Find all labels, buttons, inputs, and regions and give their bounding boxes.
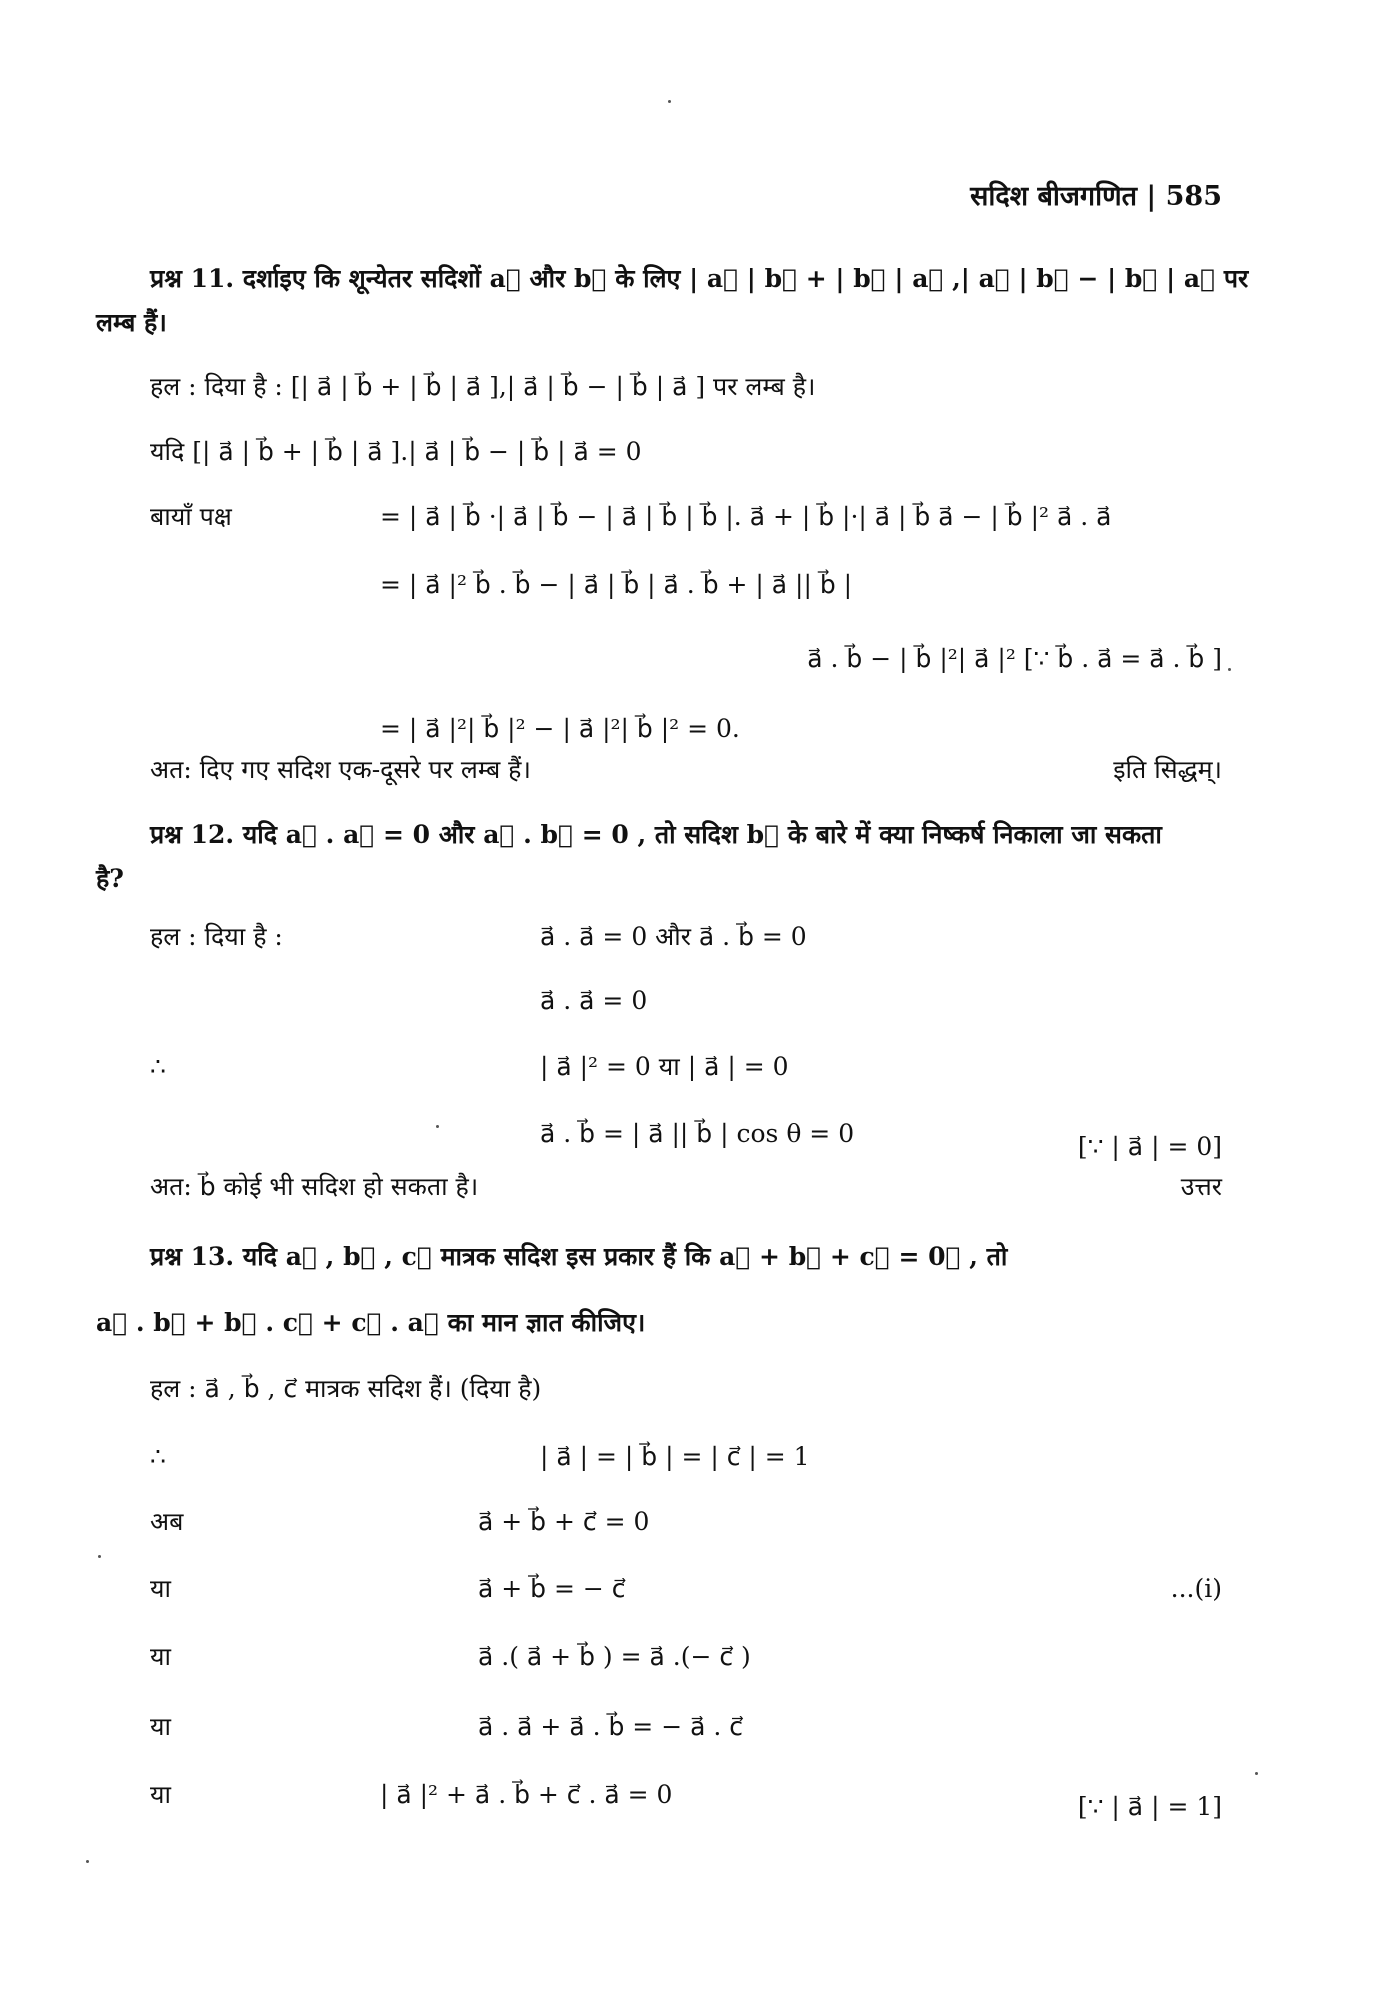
scan-speck xyxy=(98,1555,101,1558)
q12-answer: उत्तर xyxy=(1180,1172,1222,1201)
scan-speck xyxy=(436,1125,439,1128)
scan-speck xyxy=(86,1860,89,1863)
scan-speck xyxy=(668,100,671,103)
q13-question-line2: a⃗ . b⃗ + b⃗ . c⃗ + c⃗ . a⃗ का मान ज्ञात कीजिए। xyxy=(96,1308,646,1337)
q11-qed: इति सिद्धम्। xyxy=(1113,755,1222,784)
q11-lhs-eq3: a⃗ . b⃗ − | b⃗ |²| a⃗ |² [∵ b⃗ . a⃗ = a⃗ . b⃗ ] xyxy=(807,644,1222,673)
q11-lhs-eq4: = | a⃗ |²| b⃗ |² − | a⃗ |²| b⃗ |² = 0. xyxy=(380,714,740,743)
q12-solution-label: हल : दिया है : xyxy=(150,922,283,951)
q13-or-label-3: या xyxy=(150,1712,171,1741)
q12-therefore: ∴ xyxy=(150,1052,166,1081)
q13-or-label-4: या xyxy=(150,1780,171,1809)
q13-question-line1: प्रश्न 13. यदि a⃗ , b⃗ , c⃗ मात्रक सदिश इस प्रकार हैं कि a⃗ + b⃗ + c⃗ = 0⃗ , तो xyxy=(150,1242,1008,1271)
scan-speck xyxy=(1255,1772,1258,1775)
q13-or-label-2: या xyxy=(150,1642,171,1671)
q11-lhs-label: बायाँ पक्ष xyxy=(150,502,232,531)
q13-eq3: a⃗ + b⃗ = − c⃗ xyxy=(478,1574,626,1603)
q12-eq3: | a⃗ |² = 0 या | a⃗ | = 0 xyxy=(540,1052,789,1081)
q12-question-line2: है? xyxy=(96,864,124,893)
q13-eq1: | a⃗ | = | b⃗ | = | c⃗ | = 1 xyxy=(540,1442,810,1471)
q12-reason: [∵ | a⃗ | = 0] xyxy=(1077,1132,1222,1161)
q11-lhs-eq1: = | a⃗ | b⃗ ·| a⃗ | b⃗ − | a⃗ | b⃗ | b⃗ |. a⃗ + | b⃗ |·| a⃗ | b⃗ a⃗ − | b⃗ |² a⃗ . a⃗ xyxy=(380,502,1112,531)
q13-now-label: अब xyxy=(150,1507,184,1536)
q12-eq4: a⃗ . b⃗ = | a⃗ || b⃗ | cos θ = 0 xyxy=(540,1119,855,1148)
q11-conclusion: अत: दिए गए सदिश एक-दूसरे पर लम्ब हैं। xyxy=(150,755,531,784)
q11-question-line1: प्रश्न 11. दर्शाइए कि शून्येतर सदिशों a⃗ और b⃗ के लिए | a⃗ | b⃗ + | b⃗ | a⃗ ,| a⃗ | b⃗ − | b⃗ | a⃗ पर xyxy=(150,264,1249,293)
q12-eq1: a⃗ . a⃗ = 0 और a⃗ . b⃗ = 0 xyxy=(540,922,807,951)
q11-solution-if: यदि [| a⃗ | b⃗ + | b⃗ | a⃗ ].| a⃗ | b⃗ − | b⃗ | a⃗ = 0 xyxy=(150,437,642,466)
q11-question-line2: लम्ब हैं। xyxy=(96,308,167,337)
q11-lhs-eq2: = | a⃗ |² b⃗ . b⃗ − | a⃗ | b⃗ | a⃗ . b⃗ + | a⃗ || b⃗ | xyxy=(380,570,853,599)
q13-eq5: a⃗ . a⃗ + a⃗ . b⃗ = − a⃗ . c⃗ xyxy=(478,1712,743,1741)
q13-or-label-1: या xyxy=(150,1574,171,1603)
q11-solution-given: हल : दिया है : [| a⃗ | b⃗ + | b⃗ | a⃗ ],| a⃗ | b⃗ − | b⃗ | a⃗ ] पर लम्ब है। xyxy=(150,372,816,401)
q13-eq4: a⃗ .( a⃗ + b⃗ ) = a⃗ .(− c⃗ ) xyxy=(478,1642,751,1671)
q13-eq6: | a⃗ |² + a⃗ . b⃗ + c⃗ . a⃗ = 0 xyxy=(380,1780,673,1809)
q13-solution-given: हल : a⃗ , b⃗ , c⃗ मात्रक सदिश हैं। (दिया है) xyxy=(150,1374,542,1403)
q13-eq3-tag: ...(i) xyxy=(1170,1574,1222,1603)
q13-eq2: a⃗ + b⃗ + c⃗ = 0 xyxy=(478,1507,650,1536)
running-header: सदिश बीजगणित | 585 xyxy=(970,181,1222,212)
q13-eq6-reason: [∵ | a⃗ | = 1] xyxy=(1077,1792,1222,1821)
q12-eq2: a⃗ . a⃗ = 0 xyxy=(540,986,648,1015)
scan-speck xyxy=(1228,668,1231,671)
q13-therefore: ∴ xyxy=(150,1442,166,1471)
q12-question-line1: प्रश्न 12. यदि a⃗ . a⃗ = 0 और a⃗ . b⃗ = 0 , तो सदिश b⃗ के बारे में क्या निष्कर्ष निकाला जा सकता xyxy=(150,820,1162,849)
q12-conclusion: अत: b⃗ कोई भी सदिश हो सकता है। xyxy=(150,1172,479,1201)
